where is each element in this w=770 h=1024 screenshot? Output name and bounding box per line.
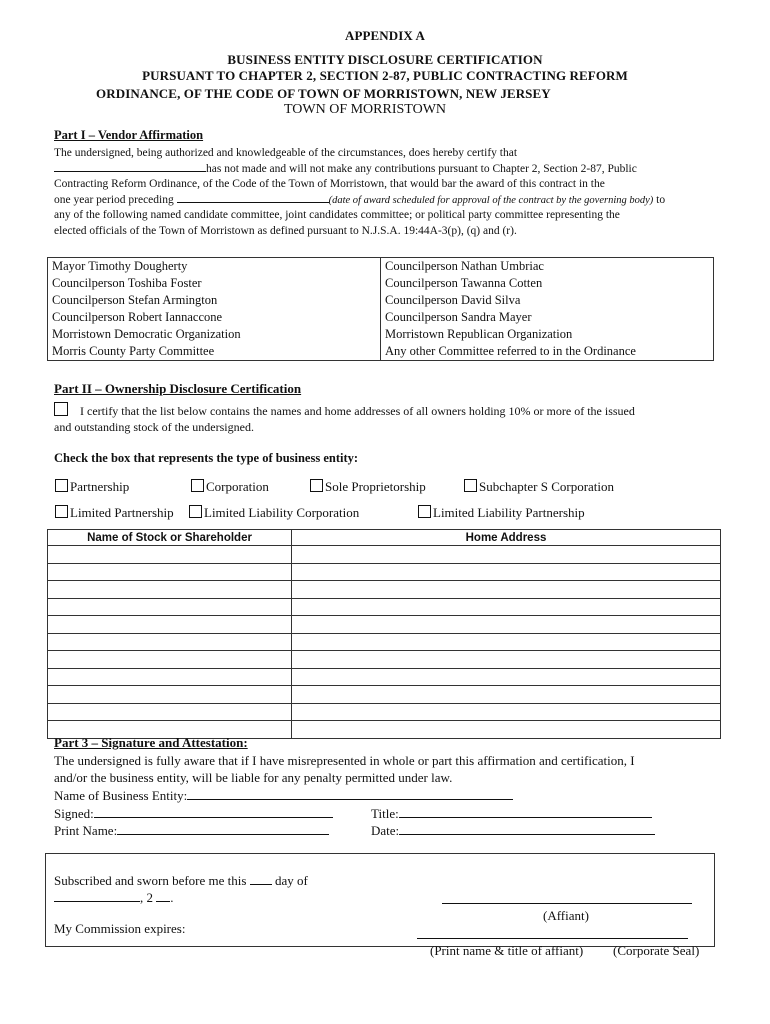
shareholder-name-cell[interactable] (48, 633, 292, 651)
certify-paragraph: I certify that the list below contains the names and home addresses of all owners holding 10% or more of the issued and outstanding stock of the undersigned. (54, 404, 635, 434)
subchapter-s-checkbox[interactable] (464, 479, 477, 492)
entity-llp[interactable]: Limited Liability Partnership (418, 505, 585, 521)
home-address-cell[interactable] (292, 651, 721, 669)
affiant-print-line[interactable] (417, 938, 688, 939)
entity-limited-partnership[interactable]: Limited Partnership (55, 505, 174, 521)
home-address-cell[interactable] (292, 616, 721, 634)
entity-llc[interactable]: Limited Liability Corporation (189, 505, 359, 521)
shareholder-name-cell[interactable] (48, 563, 292, 581)
header-line-3: ORDINANCE, OF THE CODE OF TOWN OF MORRISTOWN, NEW JERSEY (96, 86, 551, 101)
entity-corporation[interactable]: Corporation (191, 479, 269, 495)
part3-paragraph: The undersigned is fully aware that if I have misrepresented in whole or part this affirmation and certification, I and/or the business entity, will be liable for any penalty permitted under law. (54, 753, 635, 785)
affiant-label: (Affiant) (543, 908, 589, 923)
appendix-title: APPENDIX A (344, 28, 426, 43)
signed-field[interactable] (94, 805, 333, 818)
home-address-cell[interactable] (292, 546, 721, 564)
table-row (48, 686, 721, 704)
print-affiant-label: (Print name & title of affiant) (430, 943, 584, 958)
sworn-day-field[interactable] (250, 872, 272, 885)
table-row: Councilperson Robert Iannaccone Councilperson Sandra Mayer (48, 309, 714, 326)
home-address-cell[interactable] (292, 563, 721, 581)
date-field[interactable] (399, 822, 655, 835)
table-row (48, 668, 721, 686)
officials-table (47, 257, 714, 361)
title-row: Title: (371, 805, 652, 822)
home-address-cell[interactable] (292, 598, 721, 616)
ownership-table (47, 529, 721, 739)
print-name-row: Print Name: (54, 822, 329, 839)
signed-row: Signed: (54, 805, 333, 822)
home-address-cell[interactable] (292, 668, 721, 686)
table-row: Councilperson Stefan Armington Councilperson David Silva (48, 292, 714, 309)
sworn-year-field[interactable] (156, 889, 170, 902)
entity-name-field[interactable] (187, 787, 513, 800)
commission-expires: My Commission expires: (54, 921, 186, 936)
table-row: Mayor Timothy Dougherty Councilperson Nathan Umbriac (48, 258, 714, 276)
table-row (48, 633, 721, 651)
partnership-checkbox[interactable] (55, 479, 68, 492)
column-header-name: Name of Stock or Shareholder (48, 530, 292, 546)
header-line-2: PURSUANT TO CHAPTER 2, SECTION 2-87, PUBLIC CONTRACTING REFORM (142, 68, 628, 83)
part1-title: Part I – Vendor Affirmation (54, 128, 204, 142)
entity-partnership[interactable]: Partnership (55, 479, 129, 495)
entity-sole-proprietorship[interactable]: Sole Proprietorship (310, 479, 426, 495)
shareholder-name-cell[interactable] (48, 703, 292, 721)
certify-checkbox[interactable] (54, 402, 68, 416)
table-row (48, 616, 721, 634)
column-header-address: Home Address (292, 530, 721, 546)
part2-title: Part II – Ownership Disclosure Certification (54, 381, 302, 396)
sole-proprietorship-checkbox[interactable] (310, 479, 323, 492)
shareholder-name-cell[interactable] (48, 668, 292, 686)
shareholder-name-cell[interactable] (48, 686, 292, 704)
home-address-cell[interactable] (292, 703, 721, 721)
part3-title: Part 3 – Signature and Attestation: (54, 735, 248, 750)
entity-type-heading: Check the box that represents the type of business entity: (54, 451, 359, 465)
sworn-line: Subscribed and sworn before me this day of (54, 873, 308, 888)
table-row (48, 703, 721, 721)
entity-subchapter-s[interactable]: Subchapter S Corporation (464, 479, 614, 495)
table-row: Morristown Democratic Organization Morristown Republican Organization (48, 326, 714, 343)
part1-paragraph: The undersigned, being authorized and knowledgeable of the circumstances, does hereby certify that has not made and will not make any contributions pursuant to Chapter 2, Section 2-87, Public Contracting Reform Ordinance, of the Code of the Town of Morristown, that would bar the award of this contract in the one year period preceding (date of award scheduled for approval of the contract by the governing body) to any of the following named candidate committee, joint candidates committee; or political party committee representing the elected officials of the Town of Morristown as defined pursuant to N.J.S.A. 19:44A-3(p), (q) and (r). (54, 147, 666, 237)
shareholder-name-cell[interactable] (48, 546, 292, 564)
table-row (48, 581, 721, 599)
table-row (48, 563, 721, 581)
table-row (48, 651, 721, 669)
limited-partnership-checkbox[interactable] (55, 505, 68, 518)
vendor-name-blank[interactable] (54, 171, 206, 172)
affiant-signature-line[interactable] (442, 903, 692, 904)
award-date-blank[interactable] (177, 202, 329, 203)
shareholder-name-cell[interactable] (48, 616, 292, 634)
table-row: Morris County Party Committee Any other Committee referred to in the Ordinance (48, 343, 714, 361)
llc-checkbox[interactable] (189, 505, 202, 518)
title-field[interactable] (399, 805, 652, 818)
home-address-cell[interactable] (292, 686, 721, 704)
home-address-cell[interactable] (292, 721, 721, 739)
sworn-year-line: , 2 . (54, 889, 174, 906)
corporate-seal-label: (Corporate Seal) (613, 943, 700, 958)
shareholder-name-cell[interactable] (48, 651, 292, 669)
shareholder-name-cell[interactable] (48, 581, 292, 599)
table-header-row (48, 530, 721, 546)
corporation-checkbox[interactable] (191, 479, 204, 492)
table-row (48, 546, 721, 564)
sworn-month-field[interactable] (54, 889, 140, 902)
table-row (48, 598, 721, 616)
shareholder-name-cell[interactable] (48, 598, 292, 616)
llp-checkbox[interactable] (418, 505, 431, 518)
date-row: Date: (371, 822, 655, 839)
home-address-cell[interactable] (292, 581, 721, 599)
table-row: Councilperson Toshiba Foster Councilperson Tawanna Cotten (48, 275, 714, 292)
home-address-cell[interactable] (292, 633, 721, 651)
town-name: TOWN OF MORRISTOWN (283, 102, 447, 117)
header-line-1: BUSINESS ENTITY DISCLOSURE CERTIFICATION (227, 52, 543, 67)
entity-name-row: Name of Business Entity: (54, 787, 513, 804)
print-name-field[interactable] (117, 822, 329, 835)
